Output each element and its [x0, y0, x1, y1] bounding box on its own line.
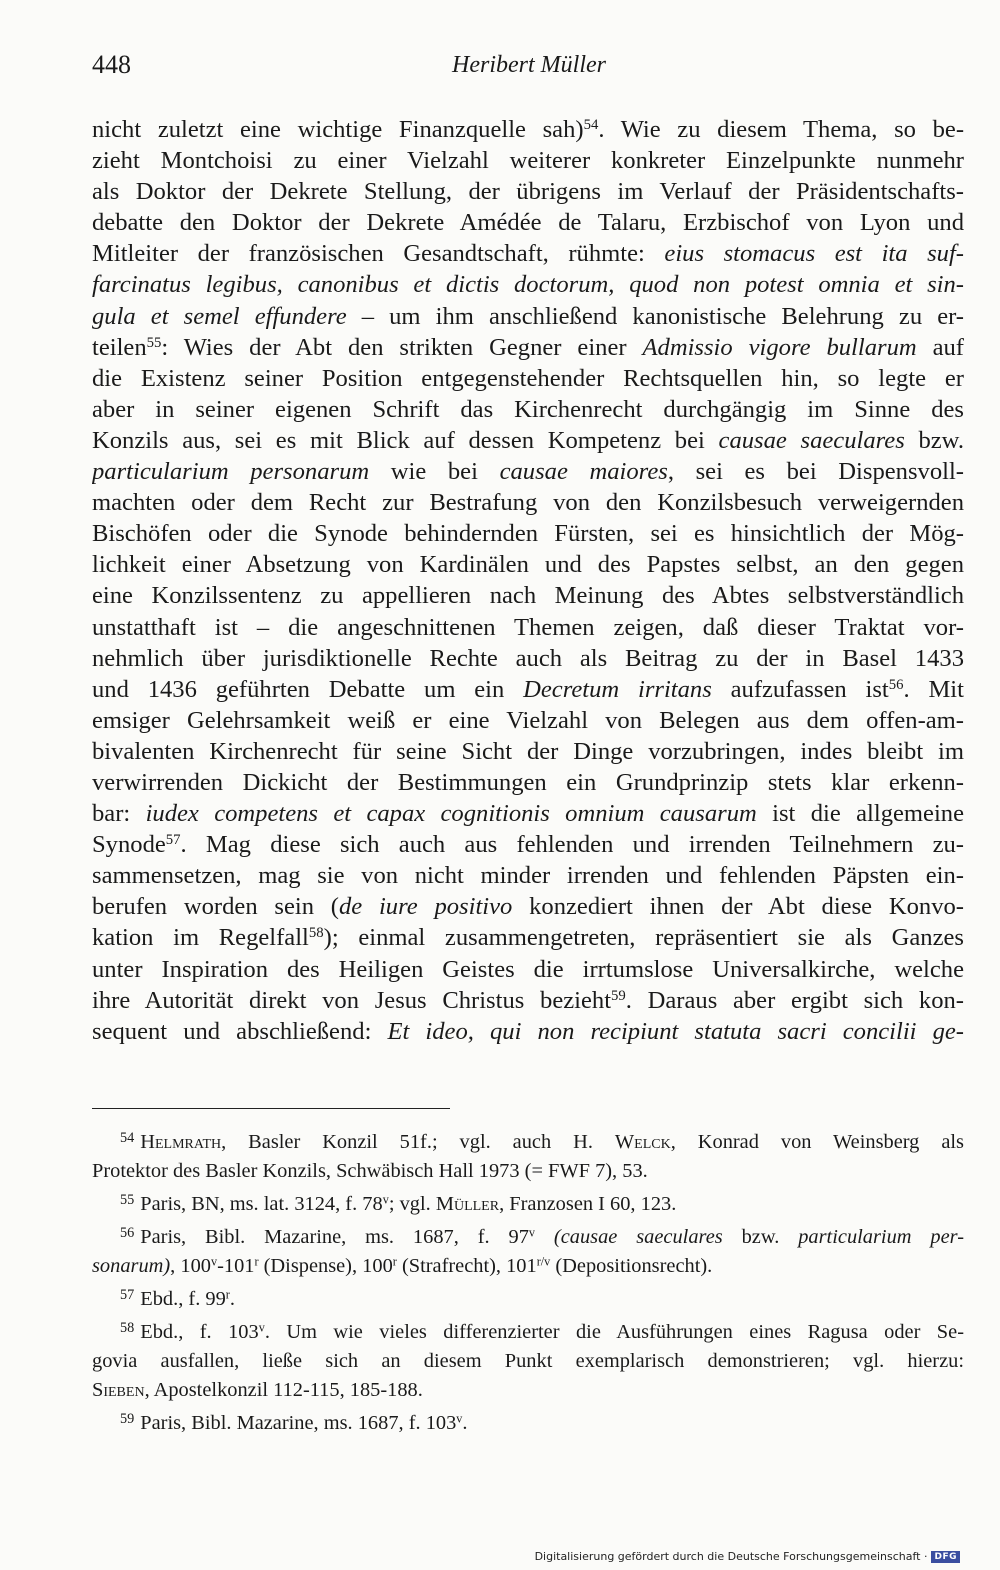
- text-run: aufzufassen ist: [711, 675, 889, 703]
- superscript: v: [210, 1254, 218, 1269]
- body-line: [92, 705, 964, 736]
- text-run: nehmlich über jurisdiktionelle Rechte auch als Beitrag zu der in Basel 1433: [92, 644, 964, 672]
- text-run: teilen: [92, 333, 147, 361]
- body-line: [92, 487, 964, 518]
- footnote: [92, 1285, 964, 1314]
- italic-latin-phrase: causae saeculares: [718, 426, 905, 454]
- superscript: r/v: [536, 1254, 551, 1269]
- text-run: bar:: [92, 800, 146, 828]
- body-line: [92, 985, 964, 1016]
- text-run: Ebd., f. 99: [140, 1288, 226, 1310]
- running-head: Heribert Müller: [452, 52, 606, 78]
- superscript: 54: [583, 116, 599, 133]
- page-header: [92, 50, 964, 86]
- footnote-number: 54: [120, 1129, 135, 1146]
- footnote-line: [92, 1409, 964, 1438]
- author-name: Welck: [614, 1131, 671, 1153]
- text-run: konzediert ihnen der Abt diese Konvo-: [512, 893, 964, 921]
- text-run: nicht zuletzt eine wichtige Finanzquelle sah): [92, 116, 584, 143]
- text-run: ); einmal zusammengetreten, repräsentiert sie als Ganzes: [323, 924, 964, 952]
- text-run: eine Konzilssentenz zu appellieren nach Meinung des Abtes selbstverständlich: [92, 582, 964, 610]
- body-line: [92, 922, 964, 953]
- text-run: . Mag diese sich auch aus fehlenden und irrenden Teilnehmern zu-: [180, 831, 964, 859]
- footnote-number: 57: [120, 1286, 135, 1303]
- text-run: die Existenz seiner Position entgegenstehender Rechtsquellen hin, so legte er: [92, 364, 964, 392]
- footnote-rule: [92, 1108, 450, 1109]
- text-run: govia ausfallen, ließe sich an diesem Punkt exemplarisch demonstrieren; vgl. hierzu:: [92, 1350, 964, 1372]
- text-run: bzw.: [904, 426, 964, 454]
- dfg-logo: DFG: [931, 1551, 960, 1563]
- body-line: [92, 456, 964, 487]
- text-run: , Franzosen I 60, 123.: [499, 1193, 677, 1215]
- superscript: r: [392, 1254, 397, 1269]
- italic-latin-phrase: Et ideo, qui non recipiunt statuta sacri concilii ge-: [387, 1017, 964, 1045]
- italic-latin-phrase: de iure positivo: [338, 893, 513, 921]
- text-run: auf: [916, 333, 964, 361]
- footnote: [92, 1318, 964, 1405]
- text-run: [535, 1226, 554, 1248]
- footnotes: [92, 1128, 964, 1442]
- italic-latin-phrase: particularium personarum: [92, 458, 370, 486]
- italic-latin-phrase: eius stomacus est ita suf-: [664, 240, 964, 268]
- superscript: 59: [611, 987, 626, 1004]
- body-text: [92, 114, 964, 1047]
- text-run: , Konrad von Weinsberg als: [670, 1131, 964, 1153]
- text-run: debatte den Doktor der Dekrete Amédée de Talaru, Erzbischof von Lyon und: [92, 209, 964, 237]
- text-run: machten oder dem Recht zur Bestrafung von den Konzilsbesuch verweigernden: [92, 489, 964, 517]
- text-run: Ebd., f. 103: [140, 1321, 259, 1343]
- body-line: [92, 145, 964, 176]
- body-line: [92, 301, 964, 332]
- body-line: [92, 612, 964, 643]
- footnote-line: [92, 1285, 964, 1314]
- italic-latin-phrase: farcinatus legibus, canonibus et dictis doctorum, quod non potest omnia et sin-: [92, 271, 964, 299]
- footnote: [92, 1190, 964, 1219]
- footnote-line: [92, 1376, 964, 1405]
- body-line: [92, 643, 964, 674]
- footnote-line: [92, 1128, 964, 1157]
- text-run: : Wies der Abt den strikten Gegner einer: [161, 333, 643, 361]
- text-run: Paris, Bibl. Mazarine, ms. 1687, f. 103: [140, 1412, 457, 1434]
- text-run: unter Inspiration des Heiligen Geistes die irrtumslose Universalkirche, welche: [92, 955, 964, 983]
- body-line: [92, 798, 964, 829]
- footnote-line: [92, 1157, 964, 1186]
- text-run: – um ihm anschließend kanonistische Belehrung zu er-: [346, 302, 964, 330]
- italic-latin-phrase: Decretum irritans: [523, 675, 712, 703]
- superscript: v: [258, 1320, 265, 1335]
- footnote: [92, 1128, 964, 1186]
- footnote-line: [92, 1223, 964, 1252]
- text-run: -101: [217, 1255, 255, 1277]
- text-run: ; vgl.: [388, 1193, 436, 1215]
- italic-latin-phrase: sonarum): [92, 1255, 171, 1277]
- text-run: sammensetzen, mag sie von nicht minder irrenden und fehlenden Päpsten ein-: [92, 862, 964, 890]
- superscript: 57: [165, 832, 181, 849]
- body-line: [92, 549, 964, 580]
- text-run: kation im Regelfall: [92, 924, 309, 952]
- text-run: . Daraus aber ergibt sich kon-: [625, 986, 964, 1014]
- italic-latin-phrase: Admissio vigore bullarum: [642, 333, 917, 361]
- superscript: v: [456, 1411, 463, 1426]
- text-run: lichkeit einer Absetzung von Kardinälen und des Papstes selbst, an den gegen: [92, 551, 964, 579]
- body-line: [92, 518, 964, 549]
- italic-latin-phrase: gula et semel effundere: [92, 302, 347, 330]
- superscript: r: [254, 1254, 259, 1269]
- body-line: [92, 114, 964, 145]
- body-line: [92, 829, 964, 860]
- body-line: [92, 580, 964, 611]
- body-line: [92, 736, 964, 767]
- body-line: [92, 176, 964, 207]
- text-run: Synode: [92, 831, 166, 859]
- footnote-number: 55: [120, 1191, 135, 1208]
- body-line: [92, 674, 964, 705]
- text-run: aber in seiner eigenen Schrift das Kirchenrecht durchgängig im Sinne des: [92, 395, 964, 423]
- italic-latin-phrase: causae maiores: [499, 458, 668, 486]
- footnote: [92, 1409, 964, 1438]
- text-run: (Strafrecht), 101: [396, 1255, 537, 1277]
- author-name: Helmrath: [140, 1131, 222, 1153]
- text-run: (Dispense), 100: [258, 1255, 393, 1277]
- superscript: 58: [308, 925, 324, 942]
- body-line: [92, 394, 964, 425]
- superscript: v: [382, 1192, 389, 1207]
- text-run: . Wie zu diesem Thema, so be-: [598, 116, 964, 143]
- superscript: 56: [888, 676, 904, 693]
- text-run: ihre Autorität direkt von Jesus Christus bezieht: [92, 986, 612, 1014]
- text-run: . Mit: [903, 675, 964, 703]
- italic-latin-phrase: particularium per-: [798, 1226, 964, 1248]
- text-run: als Doktor der Dekrete Stellung, der übrigens im Verlauf der Präsidentschafts-: [92, 178, 964, 206]
- body-line: [92, 363, 964, 394]
- text-run: sequent und abschließend:: [92, 1017, 388, 1045]
- body-line: [92, 207, 964, 238]
- text-run: und 1436 geführten Debatte um ein: [92, 675, 524, 703]
- page-number: 448: [92, 50, 131, 79]
- body-line: [92, 954, 964, 985]
- text-run: Paris, BN, ms. lat. 3124, f. 78: [140, 1193, 383, 1215]
- body-line: [92, 238, 964, 269]
- text-run: ist die allgemeine: [756, 800, 964, 828]
- text-run: Paris, Bibl. Mazarine, ms. 1687, f. 97: [140, 1226, 529, 1248]
- footnote-line: [92, 1252, 964, 1281]
- superscript: 55: [146, 334, 162, 351]
- body-line: [92, 1016, 964, 1047]
- italic-latin-phrase: (causae saeculares: [553, 1226, 723, 1248]
- body-line: [92, 269, 964, 300]
- body-line: [92, 891, 964, 922]
- footnote-line: [92, 1318, 964, 1347]
- text-run: , sei es bei Dispensvoll-: [667, 458, 964, 486]
- italic-latin-phrase: iudex competens et capax cognitionis omnium causarum: [145, 800, 757, 828]
- text-run: . Um wie vieles differenzierter die Ausführungen eines Ragusa oder Se-: [264, 1321, 964, 1343]
- text-run: (Depositionsrecht).: [550, 1255, 713, 1277]
- body-line: [92, 767, 964, 798]
- superscript: r: [225, 1287, 230, 1302]
- text-run: .: [229, 1288, 235, 1310]
- author-name: Müller: [435, 1193, 500, 1215]
- footnote-number: 59: [120, 1410, 135, 1427]
- footer: [535, 1550, 960, 1563]
- text-run: Bischöfen oder die Synode behindernden Fürsten, sei es hinsichtlich der Mög-: [92, 520, 964, 548]
- text-run: bivalenten Kirchenrecht für seine Sicht der Dinge vorzubringen, indes bleibt im: [92, 737, 964, 765]
- text-run: .: [462, 1412, 468, 1434]
- digitization-credit: Digitalisierung gefördert durch die Deutsche Forschungsgemeinschaft ·: [534, 1550, 928, 1563]
- text-run: Protektor des Basler Konzils, Schwäbisch Hall 1973 (= FWF 7), 53.: [92, 1160, 648, 1182]
- text-run: wie bei: [369, 458, 500, 486]
- text-run: berufen worden sein (: [92, 893, 339, 921]
- text-run: bzw.: [722, 1226, 799, 1248]
- footnote: [92, 1223, 964, 1281]
- text-run: Konzils aus, sei es mit Blick auf dessen Kompetenz bei: [92, 426, 719, 454]
- text-run: emsiger Gelehrsamkeit weiß er eine Vielzahl von Belegen aus dem offen-am-: [92, 706, 964, 734]
- body-line: [92, 332, 964, 363]
- superscript: v: [528, 1225, 536, 1240]
- text-run: unstatthaft ist – die angeschnittenen Themen zeigen, daß dieser Traktat vor-: [92, 613, 964, 641]
- text-run: , Apostelkonzil 112-115, 185-188.: [144, 1379, 423, 1401]
- text-run: zieht Montchoisi zu einer Vielzahl weiterer konkreter Einzelpunkte nunmehr: [92, 147, 964, 175]
- footnote-line: [92, 1190, 964, 1219]
- text-run: , Basler Konzil 51f.; vgl. auch H.: [221, 1131, 615, 1153]
- footnote-number: 56: [120, 1224, 135, 1241]
- body-line: [92, 860, 964, 891]
- text-run: Mitleiter der französischen Gesandtschaft, rühmte:: [92, 240, 665, 268]
- footnote-number: 58: [120, 1319, 135, 1336]
- body-line: [92, 425, 964, 456]
- author-name: Sieben: [92, 1379, 145, 1401]
- footnote-line: [92, 1347, 964, 1376]
- text-run: verwirrenden Dickicht der Bestimmungen ein Grundprinzip stets klar erkenn-: [92, 768, 964, 796]
- text-run: , 100: [170, 1255, 211, 1277]
